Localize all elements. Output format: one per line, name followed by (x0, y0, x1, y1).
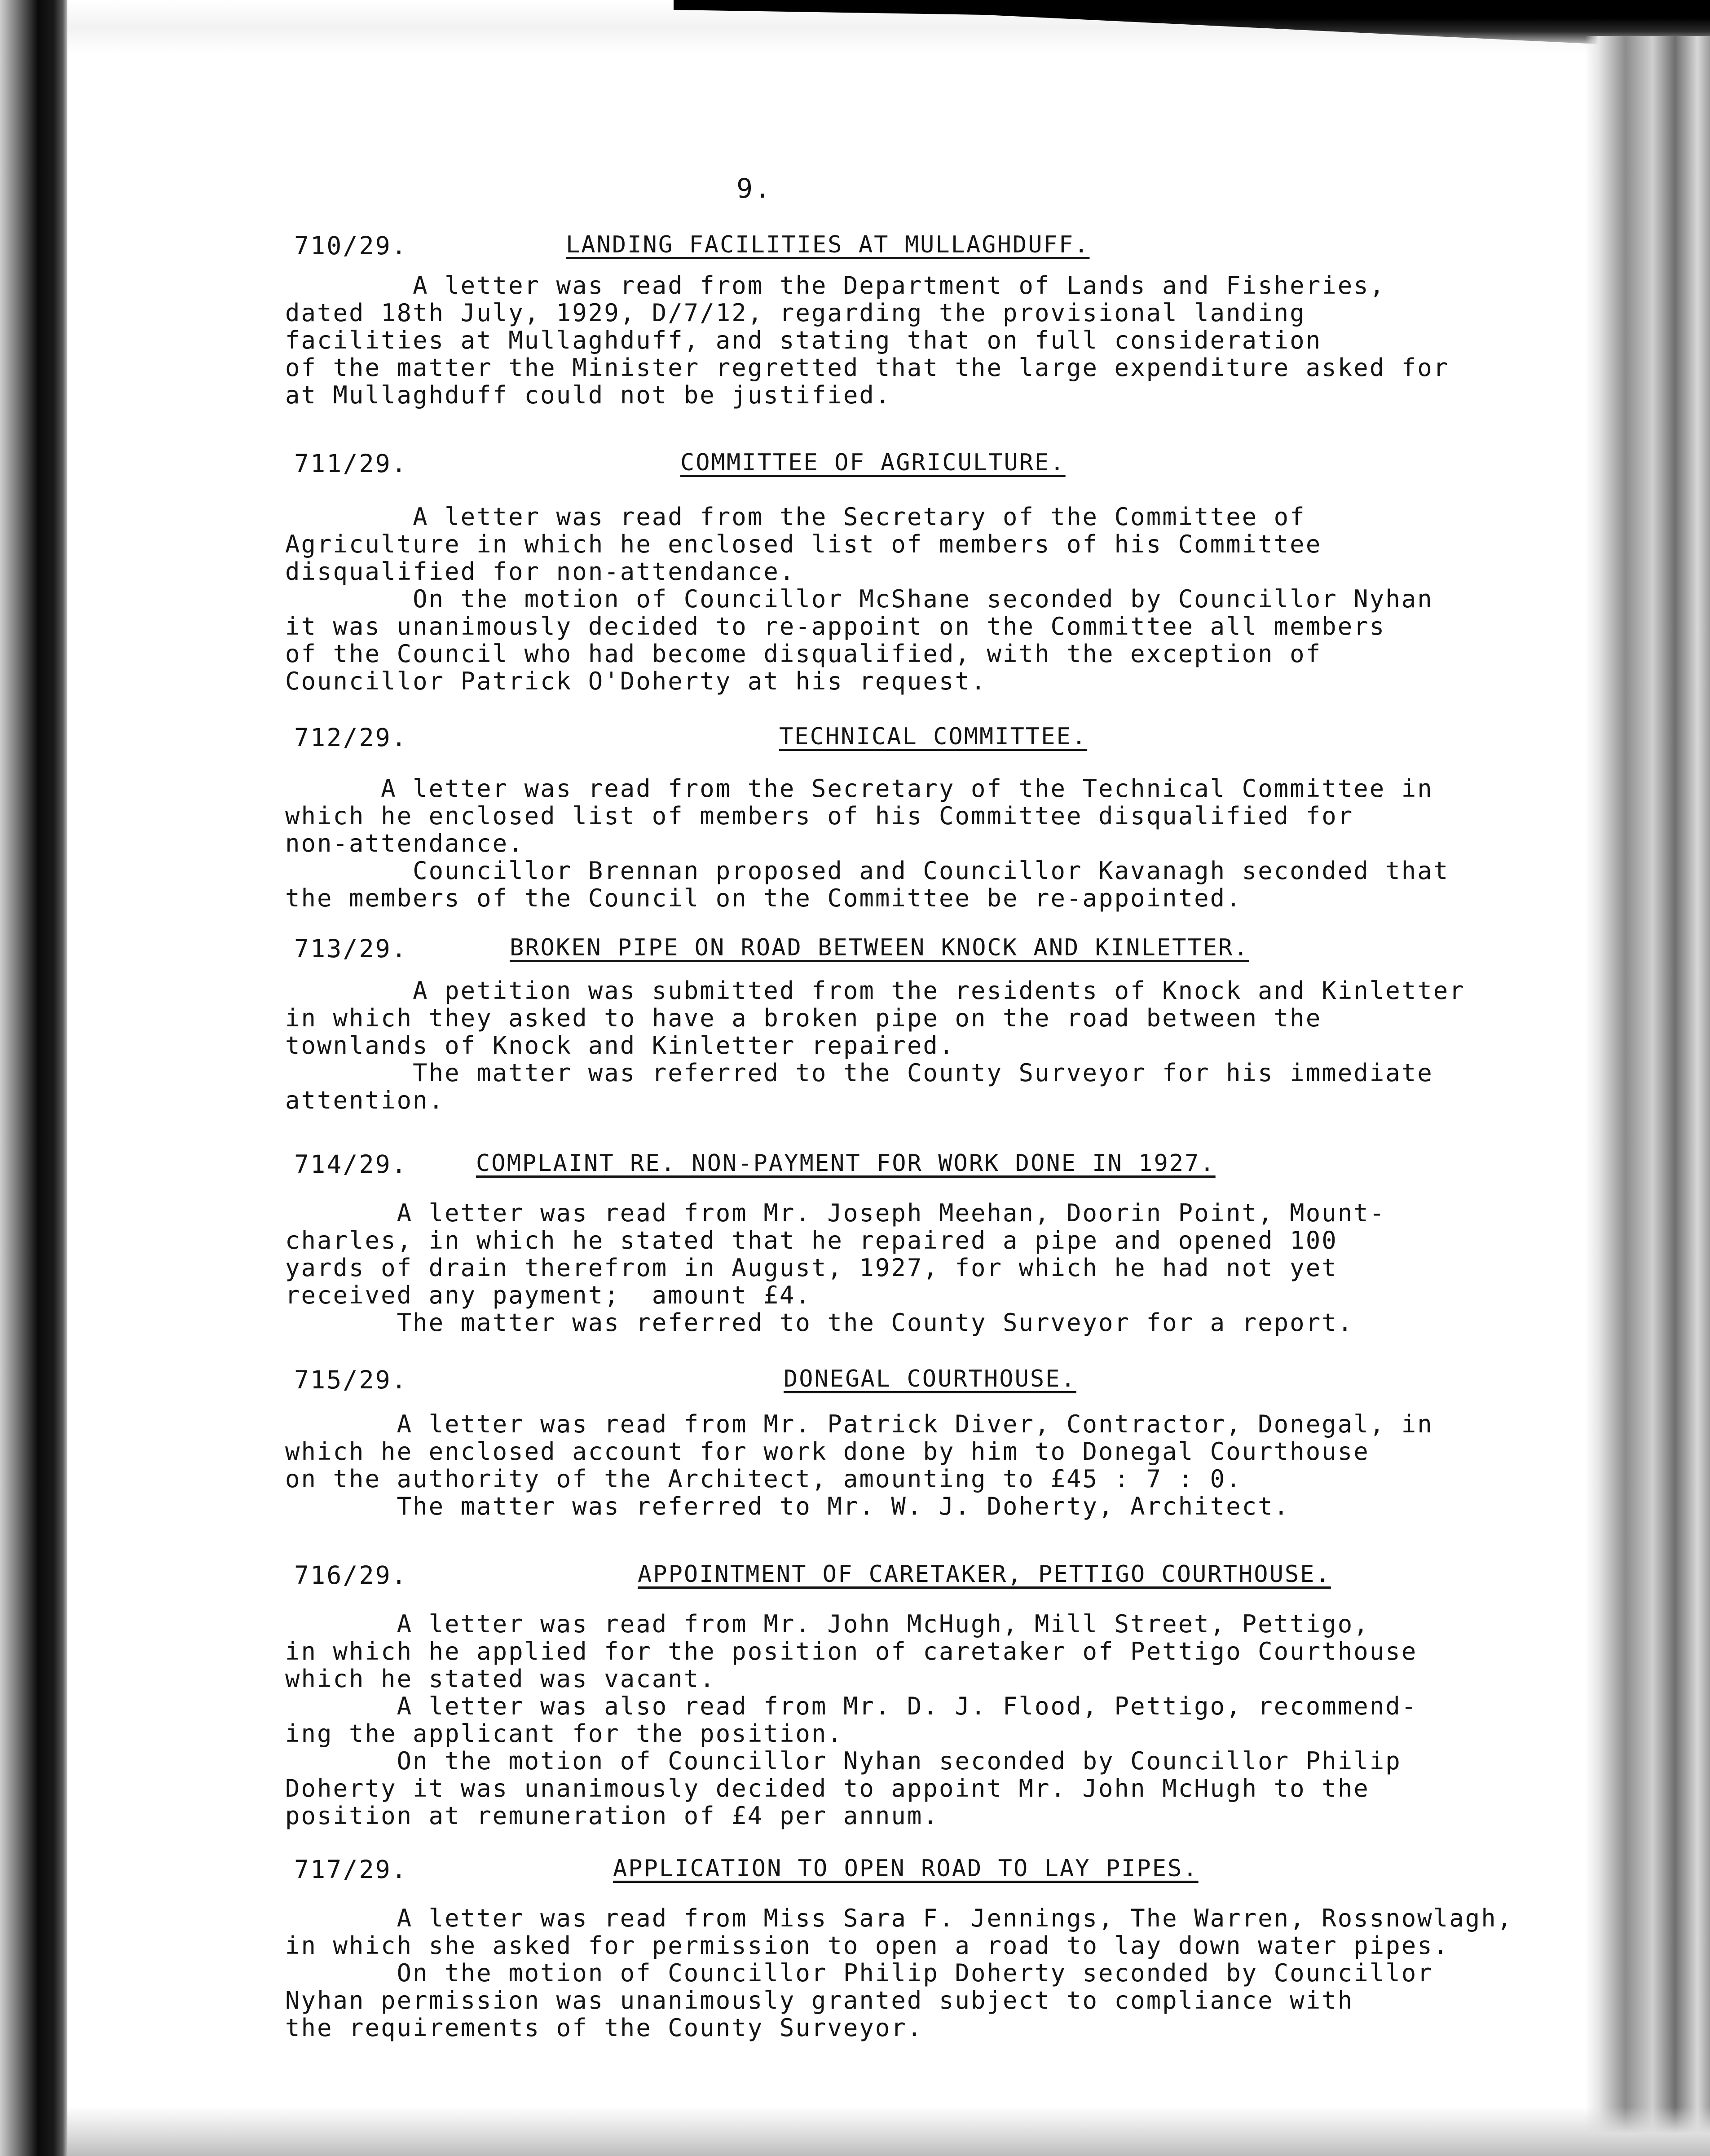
minute-text: A letter was read from Mr. John McHugh, Mill Street, Pettigo, in which he applied for the position of caretaker of Pettigo Courthouse which he stated was vacant. A letter was also read from Mr. D. J. Flood, Pettigo, recommend- ing the applicant for the position. On the motion of Councillor Nyhan seconded by Councillor Philip Doherty it was unanimously decided to appoint Mr. John McHugh to the position at remuneration of £4 per annum. (285, 1610, 1418, 1830)
minute-text: A petition was submitted from the residents of Knock and Kinletter in which they asked to have a broken pipe on the road between the townlands of Knock and Kinletter repaired. The matter was referred to the County Surveyor for his immediate attention. (285, 976, 1465, 1114)
minute-heading: COMPLAINT RE. NON-PAYMENT FOR WORK DONE IN 1927. (476, 1150, 1216, 1177)
minute-text: A letter was read from the Secretary of the Technical Committee in which he enclosed list of members of his Committee disqualified for non-attendance. Councillor Brennan proposed and Councillor Kavanagh seconded that the members of the Council on the Committee be re-appointed. (285, 774, 1450, 912)
minute-number: 714/29. (294, 1150, 408, 1179)
minute-text: A letter was read from the Secretary of the Committee of Agriculture in which he enclosed list of members of his Committee disqualified for non-attendance. On the motion of Councillor McShane seconded by Councillor Nyhan it was unanimously decided to re-appoint on the Committee all members of the Council who had become disqualified, with the exception of Councillor Patrick O'Doherty at his request. (285, 503, 1433, 695)
book-page-edges-right (1585, 36, 1710, 2156)
minute-text: A letter was read from Miss Sara F. Jennings, The Warren, Rossnowlagh, in which she asked for permission to open a road to lay down water pipes. On the motion of Councillor Philip Doherty seconded by Councillor Nyhan permission was unanimously granted subject to compliance with the requirements of the County Surveyor. (285, 1904, 1513, 2042)
minute-heading: TECHNICAL COMMITTEE. (779, 723, 1088, 750)
minute-number: 711/29. (294, 449, 408, 478)
minute-number: 713/29. (294, 934, 408, 963)
minute-heading: DONEGAL COURTHOUSE. (784, 1365, 1076, 1392)
minute-number: 710/29. (294, 231, 408, 260)
document-page (265, 166, 1531, 2098)
minute-number: 712/29. (294, 723, 408, 752)
minute-heading: LANDING FACILITIES AT MULLAGHDUFF. (566, 231, 1090, 258)
book-binding-left (0, 0, 67, 2156)
page-number: 9. (736, 173, 773, 204)
minute-heading: COMMITTEE OF AGRICULTURE. (680, 449, 1066, 476)
minute-number: 716/29. (294, 1561, 408, 1590)
minute-text: A letter was read from Mr. Joseph Meehan, Doorin Point, Mount- charles, in which he stated that he repaired a pipe and opened 100 yards of drain therefrom in August, 1927, for which he had not yet received any payment; amount £4. The matter was referred to the County Surveyor for a report. (285, 1199, 1386, 1337)
page-bottom-shadow (67, 2107, 1710, 2156)
minute-heading: APPOINTMENT OF CARETAKER, PETTIGO COURTHOUSE. (638, 1561, 1331, 1588)
minute-number: 715/29. (294, 1365, 408, 1394)
minute-heading: APPLICATION TO OPEN ROAD TO LAY PIPES. (613, 1855, 1199, 1882)
minute-text: A letter was read from the Department of Lands and Fisheries, dated 18th July, 1929, D/7/12, regarding the provisional landing facilities at Mullaghduff, and stating that on full consideration of the matter the Minister regretted that the large expenditure asked for at Mullaghduff could not be justified. (285, 271, 1450, 409)
minute-number: 717/29. (294, 1855, 408, 1884)
minute-text: A letter was read from Mr. Patrick Diver, Contractor, Donegal, in which he enclosed account for work done by him to Donegal Courthouse on the authority of the Architect, amounting to £45 : 7 : 0. The matter was referred to Mr. W. J. Doherty, Architect. (285, 1410, 1433, 1520)
minute-heading: BROKEN PIPE ON ROAD BETWEEN KNOCK AND KINLETTER. (510, 934, 1249, 961)
